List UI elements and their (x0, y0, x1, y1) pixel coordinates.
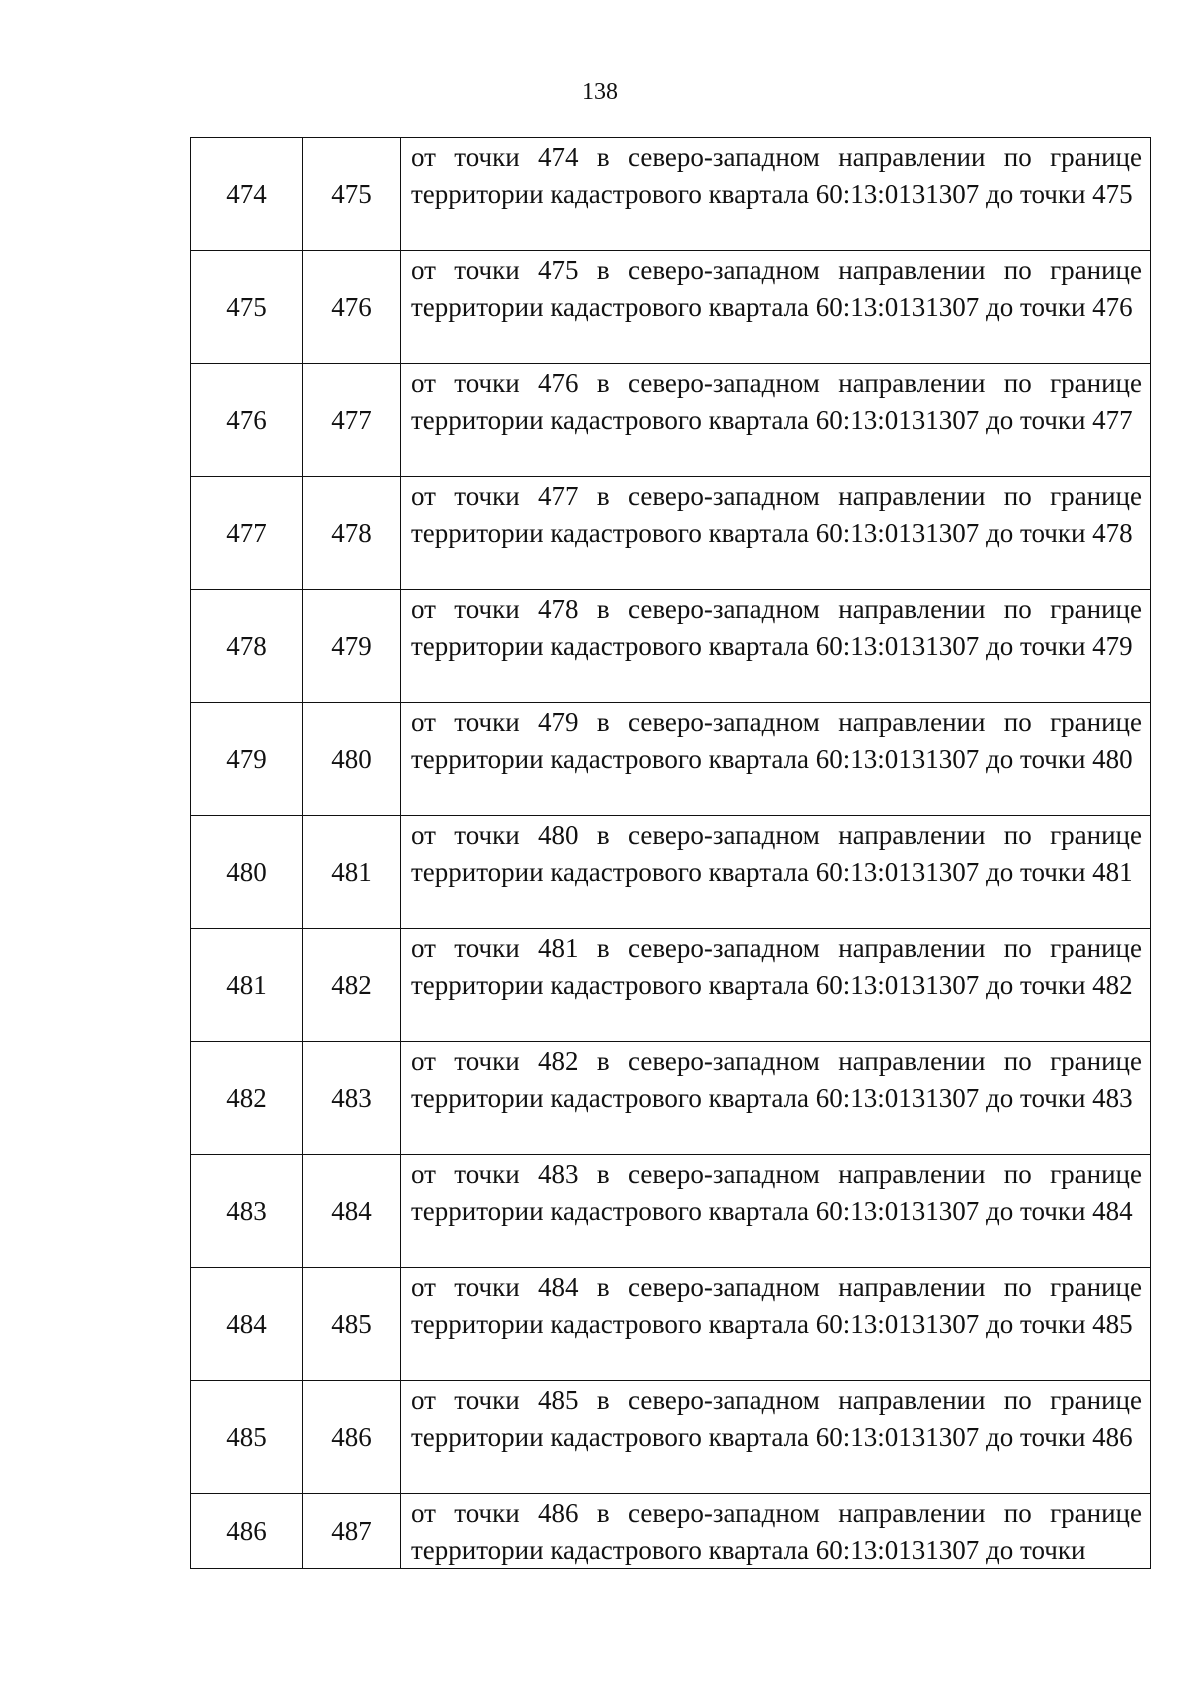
description-cell (401, 251, 1151, 364)
from-point-cell: 481 (191, 929, 303, 1042)
description-text: от точки 485 в северо-западном направлении по границе территории кадастрового квартала 60:13:0131307 до точки 486 (411, 1385, 1142, 1452)
boundary-table (190, 137, 1151, 1569)
to-point-cell: 479 (303, 590, 401, 703)
description-cell (401, 477, 1151, 590)
description-text: от точки 477 в северо-западном направлении по границе территории кадастрового квартала 60:13:0131307 до точки 478 (411, 481, 1142, 548)
description-text: от точки 475 в северо-западном направлении по границе территории кадастрового квартала 60:13:0131307 до точки 476 (411, 255, 1142, 322)
to-point-cell: 485 (303, 1268, 401, 1381)
to-point-cell: 486 (303, 1381, 401, 1494)
table-row (191, 1155, 1151, 1268)
description-text: от точки 483 в северо-западном направлении по границе территории кадастрового квартала 60:13:0131307 до точки 484 (411, 1159, 1142, 1226)
to-point-cell: 476 (303, 251, 401, 364)
description-cell (401, 1268, 1151, 1381)
description-cell (401, 590, 1151, 703)
table-row (191, 590, 1151, 703)
to-point-cell: 480 (303, 703, 401, 816)
description-cell (401, 816, 1151, 929)
table-row (191, 929, 1151, 1042)
from-point-cell: 474 (191, 138, 303, 251)
description-text: от точки 481 в северо-западном направлении по границе территории кадастрового квартала 60:13:0131307 до точки 482 (411, 933, 1142, 1000)
table-row (191, 1381, 1151, 1494)
description-cell (401, 703, 1151, 816)
table-row (191, 138, 1151, 251)
description-text: от точки 482 в северо-западном направлении по границе территории кадастрового квартала 60:13:0131307 до точки 483 (411, 1046, 1142, 1113)
description-text: от точки 476 в северо-западном направлении по границе территории кадастрового квартала 60:13:0131307 до точки 477 (411, 368, 1142, 435)
description-cell (401, 1494, 1151, 1569)
from-point-cell: 483 (191, 1155, 303, 1268)
to-point-cell: 484 (303, 1155, 401, 1268)
from-point-cell: 486 (191, 1494, 303, 1569)
to-point-cell: 477 (303, 364, 401, 477)
table-row (191, 364, 1151, 477)
description-text: от точки 480 в северо-западном направлении по границе территории кадастрового квартала 60:13:0131307 до точки 481 (411, 820, 1142, 887)
from-point-cell: 485 (191, 1381, 303, 1494)
description-cell (401, 364, 1151, 477)
table-row (191, 1268, 1151, 1381)
description-text: от точки 479 в северо-западном направлении по границе территории кадастрового квартала 60:13:0131307 до точки 480 (411, 707, 1142, 774)
from-point-cell: 475 (191, 251, 303, 364)
description-cell (401, 929, 1151, 1042)
description-cell (401, 1155, 1151, 1268)
description-text: от точки 478 в северо-западном направлении по границе территории кадастрового квартала 60:13:0131307 до точки 479 (411, 594, 1142, 661)
description-cell (401, 1381, 1151, 1494)
table-row (191, 1042, 1151, 1155)
from-point-cell: 478 (191, 590, 303, 703)
to-point-cell: 482 (303, 929, 401, 1042)
to-point-cell: 475 (303, 138, 401, 251)
description-text: от точки 486 в северо-западном направлении по границе территории кадастрового квартала 60:13:0131307 до точки (411, 1498, 1142, 1565)
to-point-cell: 478 (303, 477, 401, 590)
to-point-cell: 483 (303, 1042, 401, 1155)
description-cell (401, 1042, 1151, 1155)
table-row (191, 251, 1151, 364)
table-row (191, 1494, 1151, 1569)
description-cell (401, 138, 1151, 251)
page-number: 138 (582, 79, 618, 105)
table-row (191, 703, 1151, 816)
to-point-cell: 487 (303, 1494, 401, 1569)
from-point-cell: 480 (191, 816, 303, 929)
description-text: от точки 484 в северо-западном направлении по границе территории кадастрового квартала 60:13:0131307 до точки 485 (411, 1272, 1142, 1339)
from-point-cell: 484 (191, 1268, 303, 1381)
from-point-cell: 479 (191, 703, 303, 816)
from-point-cell: 482 (191, 1042, 303, 1155)
description-text: от точки 474 в северо-западном направлении по границе территории кадастрового квартала 60:13:0131307 до точки 475 (411, 142, 1142, 209)
to-point-cell: 481 (303, 816, 401, 929)
table-row (191, 816, 1151, 929)
from-point-cell: 476 (191, 364, 303, 477)
table-row (191, 477, 1151, 590)
from-point-cell: 477 (191, 477, 303, 590)
